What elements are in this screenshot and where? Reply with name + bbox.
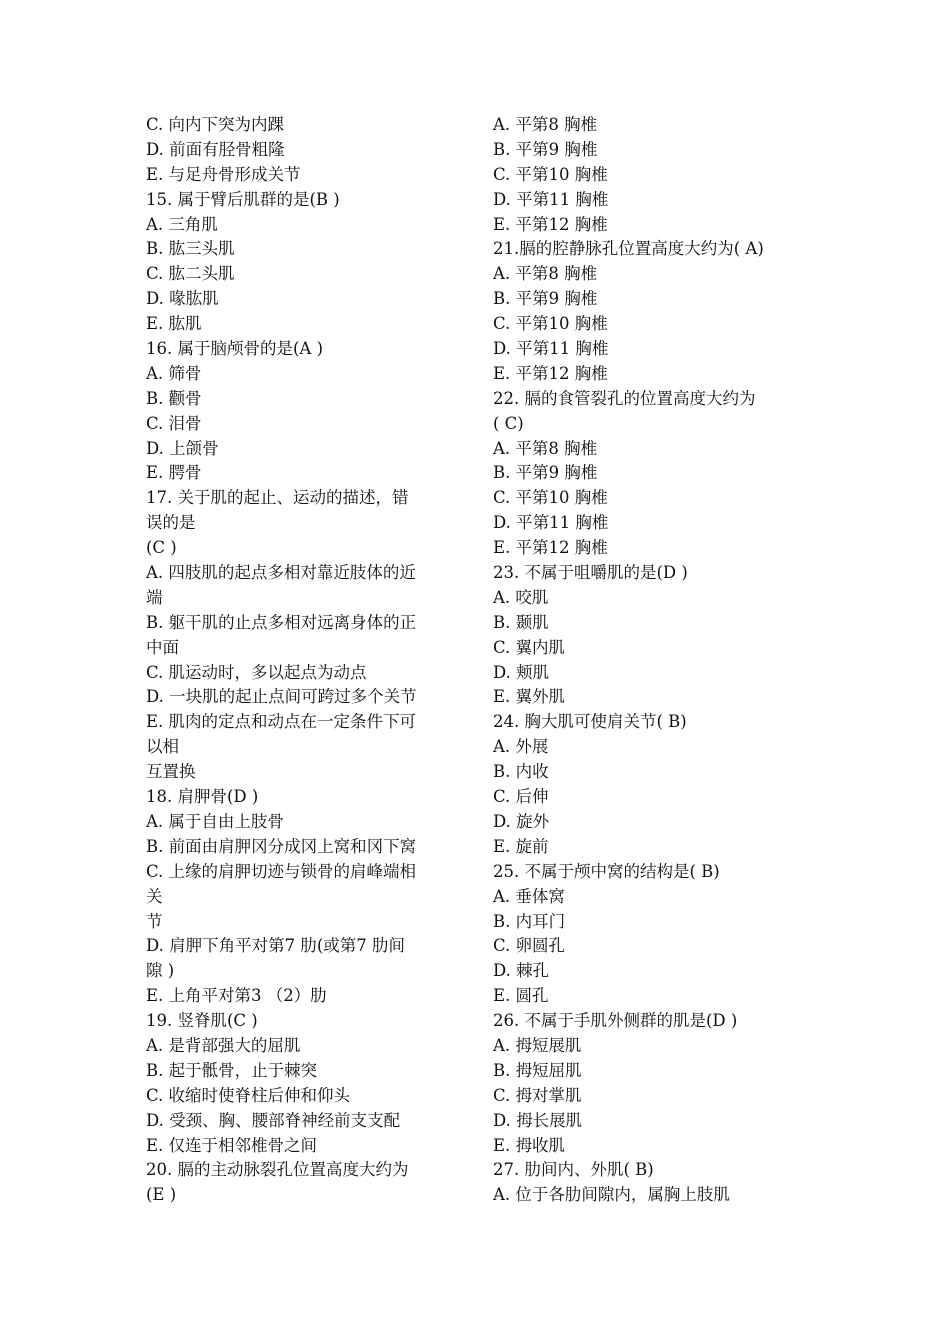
right-column-line: C. 平第10 胸椎 — [493, 314, 608, 334]
right-column-line: E. 旋前 — [493, 836, 549, 856]
left-column-line: E. 仅连于相邻椎骨之间 — [146, 1135, 318, 1155]
right-column-line: D. 平第11 胸椎 — [493, 339, 609, 359]
right-column-line: C. 平第10 胸椎 — [493, 164, 608, 184]
left-column-line: 以相 — [146, 737, 179, 757]
left-column-line: 中面 — [146, 637, 179, 657]
right-column-line: A. 平第8 胸椎 — [493, 264, 598, 284]
left-column-line: C. 上缘的肩胛切迹与锁骨的肩峰端相 — [146, 861, 417, 881]
left-column-line: C. 肌运动时，多以起点为动点 — [146, 662, 367, 682]
right-column-line: A. 垂体窝 — [493, 886, 565, 906]
right-column-line: B. 内耳门 — [493, 911, 566, 931]
right-column-line: D. 平第11 胸椎 — [493, 513, 609, 533]
left-column-line: 19. 竖脊肌(C ) — [146, 1011, 258, 1031]
left-column-line: 15. 属于臂后肌群的是(B ) — [146, 189, 340, 209]
right-column-line: 21.膈的腔静脉孔位置高度大约为( A) — [493, 239, 764, 259]
right-column-line: B. 拇短屈肌 — [493, 1060, 582, 1080]
left-column-line: 节 — [146, 911, 163, 931]
left-column-line: D. 喙肱肌 — [146, 289, 219, 309]
left-column-line: D. 上颌骨 — [146, 438, 219, 458]
right-column-line: B. 内收 — [493, 762, 549, 782]
right-column-line: D. 棘孔 — [493, 961, 550, 981]
left-column-line: D. 一块肌的起止点间可跨过多个关节 — [146, 687, 417, 707]
right-column-line: E. 平第12 胸椎 — [493, 214, 608, 234]
right-column-line: D. 颊肌 — [493, 662, 550, 682]
left-column-line: 17. 关于肌的起止、运动的描述，错 — [146, 488, 409, 508]
right-column-line: 27. 肋间内、外肌( B) — [493, 1160, 654, 1180]
left-column-line: 20. 膈的主动脉裂孔位置高度大约为 — [146, 1160, 409, 1180]
right-column-line: D. 拇长展肌 — [493, 1110, 583, 1130]
left-column-line: C. 向内下突为内踝 — [146, 115, 285, 134]
left-column-line: 18. 肩胛骨(D ) — [146, 787, 259, 807]
left-column-line: 隙 ) — [146, 961, 175, 981]
left-column-line: A. 四肢肌的起点多相对靠近肢体的近 — [146, 563, 416, 583]
left-column-line: 关 — [146, 886, 163, 906]
right-column-line: A. 平第8 胸椎 — [493, 438, 598, 458]
right-column-line: D. 旋外 — [493, 811, 550, 831]
left-column-line: E. 腭骨 — [146, 463, 202, 483]
left-column-line: (E ) — [146, 1185, 177, 1205]
left-column-line: B. 肱三头肌 — [146, 239, 235, 259]
right-column-line: A. 拇短展肌 — [493, 1035, 582, 1055]
right-column-line: E. 圆孔 — [493, 986, 549, 1006]
left-column-line: E. 肱肌 — [146, 314, 202, 334]
right-column-line: C. 翼内肌 — [493, 637, 566, 657]
right-column-line: E. 平第12 胸椎 — [493, 538, 608, 558]
left-column-line: A. 筛骨 — [146, 363, 202, 383]
right-column-line: 25. 不属于颅中窝的结构是( B) — [493, 861, 720, 881]
left-column-line: E. 上角平对第3 （2）肋 — [146, 986, 327, 1006]
right-column-line: 22. 膈的食管裂孔的位置高度大约为 — [493, 388, 756, 408]
left-column-line: C. 肱二头肌 — [146, 264, 235, 284]
right-column-line: E. 平第12 胸椎 — [493, 363, 608, 383]
right-column-line: C. 平第10 胸椎 — [493, 488, 608, 508]
left-column-line: (C ) — [146, 538, 177, 558]
right-column-line: B. 平第9 胸椎 — [493, 139, 598, 159]
right-column-line: C. 卵圆孔 — [493, 936, 566, 956]
left-column-line: D. 肩胛下角平对第7 肋(或第7 肋间 — [146, 936, 406, 956]
right-column-line: D. 平第11 胸椎 — [493, 189, 609, 209]
right-column-line: 26. 不属于手肌外侧群的肌是(D ) — [493, 1011, 738, 1031]
right-column-line: ( C) — [493, 413, 524, 433]
left-column-line: B. 前面由肩胛冈分成冈上窝和冈下窝 — [146, 836, 417, 856]
right-column-line: A. 平第8 胸椎 — [493, 115, 598, 134]
left-column-line: C. 收缩时使脊柱后伸和仰头 — [146, 1085, 351, 1105]
left-column-line: B. 躯干肌的止点多相对远离身体的正 — [146, 612, 417, 632]
left-column-line: D. 前面有胫骨粗隆 — [146, 139, 285, 159]
left-column-line: A. 是背部强大的屈肌 — [146, 1035, 301, 1055]
right-column-line: A. 外展 — [493, 737, 549, 757]
left-column-line: 16. 属于脑颅骨的是(A ) — [146, 339, 324, 359]
left-column-line: B. 颧骨 — [146, 388, 202, 408]
right-column-line: C. 拇对掌肌 — [493, 1085, 582, 1105]
left-column-line: C. 泪骨 — [146, 413, 202, 433]
right-column-line: B. 平第9 胸椎 — [493, 463, 598, 483]
right-column-line: A. 位于各肋间隙内，属胸上肢肌 — [493, 1185, 730, 1205]
right-column-line: 24. 胸大肌可使肩关节( B) — [493, 712, 687, 732]
left-column-line: D. 受颈、胸、腰部脊神经前支支配 — [146, 1110, 401, 1130]
right-column-line: E. 拇收肌 — [493, 1135, 566, 1155]
right-column-line: B. 平第9 胸椎 — [493, 289, 598, 309]
right-text-column — [493, 113, 823, 1208]
right-column-line: A. 咬肌 — [493, 587, 549, 607]
left-column-line: E. 与足舟骨形成关节 — [146, 164, 301, 184]
left-column-line: 误的是 — [146, 513, 196, 533]
left-column-line: A. 属于自由上肢骨 — [146, 811, 284, 831]
right-column-line: B. 颞肌 — [493, 612, 549, 632]
left-column-line: 互置换 — [146, 762, 196, 782]
left-column-line: 端 — [146, 587, 163, 607]
right-column-line: E. 翼外肌 — [493, 687, 566, 707]
left-column-line: E. 肌肉的定点和动点在一定条件下可 — [146, 712, 417, 732]
left-column-line: A. 三角肌 — [146, 214, 218, 234]
right-column-line: C. 后伸 — [493, 787, 549, 807]
left-column-line: B. 起于骶骨，止于棘突 — [146, 1060, 318, 1080]
left-text-column — [146, 113, 466, 1208]
right-column-line: 23. 不属于咀嚼肌的是(D ) — [493, 563, 688, 583]
